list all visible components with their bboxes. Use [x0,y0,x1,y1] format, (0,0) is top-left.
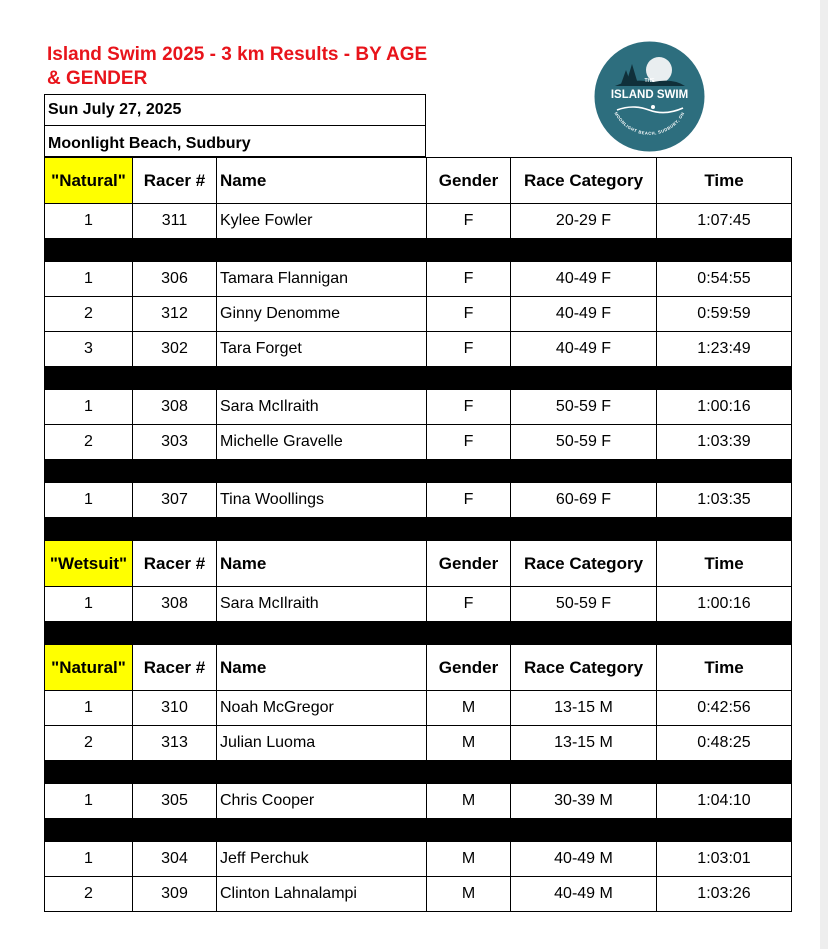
category-cell: 40-49 F [511,262,657,297]
racer-number-cell: 309 [133,877,217,912]
category-cell: 40-49 F [511,297,657,332]
name-cell: Sara McIlraith [217,587,427,622]
place-cell: 2 [45,297,133,332]
header-time: Time [657,158,792,204]
header-racer: Racer # [133,645,217,691]
header-category: Race Category [511,158,657,204]
table-row [45,587,792,622]
table-row [45,483,792,518]
name-cell: Tamara Flannigan [217,262,427,297]
category-cell: 40-49 M [511,877,657,912]
name-cell: Jeff Perchuk [217,842,427,877]
category-cell: 13-15 M [511,691,657,726]
gender-cell: F [427,332,511,367]
gender-cell: M [427,877,511,912]
name-cell: Michelle Gravelle [217,425,427,460]
svg-text:THE: THE [644,78,655,84]
racer-number-cell: 303 [133,425,217,460]
category-cell: 20-29 F [511,204,657,239]
racer-number-cell: 310 [133,691,217,726]
table-row [45,726,792,761]
table-row [45,877,792,912]
place-cell: 2 [45,726,133,761]
category-cell: 50-59 F [511,390,657,425]
place-cell: 1 [45,691,133,726]
header-gender: Gender [427,158,511,204]
time-cell: 1:07:45 [657,204,792,239]
logo-badge-icon [593,40,706,153]
place-cell: 1 [45,204,133,239]
group-separator [45,819,792,842]
place-cell: 2 [45,425,133,460]
header-name: Name [217,158,427,204]
name-cell: Tara Forget [217,332,427,367]
name-cell: Clinton Lahnalampi [217,877,427,912]
svg-text:MOONLIGHT BEACH, SUDBURY, ON: MOONLIGHT BEACH, SUDBURY, ON [613,111,686,136]
section-label: "Natural" [45,158,133,204]
event-date: Sun July 27, 2025 [44,94,426,126]
island-swim-logo [593,40,706,153]
header-racer: Racer # [133,541,217,587]
section-header-row [45,645,792,691]
separator-bar [45,622,792,645]
racer-number-cell: 302 [133,332,217,367]
racer-number-cell: 305 [133,784,217,819]
gender-cell: F [427,204,511,239]
time-cell: 0:42:56 [657,691,792,726]
category-cell: 50-59 F [511,425,657,460]
place-cell: 1 [45,483,133,518]
name-cell: Julian Luoma [217,726,427,761]
gender-cell: M [427,842,511,877]
category-cell: 30-39 M [511,784,657,819]
table-row [45,784,792,819]
group-separator [45,367,792,390]
time-cell: 1:03:39 [657,425,792,460]
gender-cell: F [427,297,511,332]
gender-cell: M [427,726,511,761]
racer-number-cell: 312 [133,297,217,332]
place-cell: 3 [45,332,133,367]
time-cell: 0:48:25 [657,726,792,761]
place-cell: 1 [45,390,133,425]
table-row [45,262,792,297]
category-cell: 40-49 M [511,842,657,877]
name-cell: Tina Woollings [217,483,427,518]
table-row [45,390,792,425]
racer-number-cell: 308 [133,587,217,622]
results-table [44,157,792,912]
name-cell: Ginny Denomme [217,297,427,332]
place-cell: 1 [45,842,133,877]
section-header-row [45,541,792,587]
section-header-row [45,158,792,204]
group-separator [45,761,792,784]
header-gender: Gender [427,645,511,691]
category-cell: 40-49 F [511,332,657,367]
time-cell: 1:04:10 [657,784,792,819]
table-row [45,425,792,460]
place-cell: 2 [45,877,133,912]
table-row [45,332,792,367]
separator-bar [45,367,792,390]
racer-number-cell: 311 [133,204,217,239]
time-cell: 1:00:16 [657,390,792,425]
place-cell: 1 [45,784,133,819]
header-category: Race Category [511,541,657,587]
category-cell: 50-59 F [511,587,657,622]
racer-number-cell: 308 [133,390,217,425]
gender-cell: F [427,390,511,425]
header-time: Time [657,541,792,587]
name-cell: Noah McGregor [217,691,427,726]
section-label: "Natural" [45,645,133,691]
separator-bar [45,518,792,541]
gender-cell: F [427,262,511,297]
racer-number-cell: 306 [133,262,217,297]
gender-cell: F [427,587,511,622]
header-racer: Racer # [133,158,217,204]
time-cell: 1:03:01 [657,842,792,877]
racer-number-cell: 304 [133,842,217,877]
separator-bar [45,819,792,842]
table-row [45,204,792,239]
header-name: Name [217,541,427,587]
time-cell: 1:23:49 [657,332,792,367]
racer-number-cell: 313 [133,726,217,761]
group-separator [45,460,792,483]
header-name: Name [217,645,427,691]
time-cell: 1:03:35 [657,483,792,518]
header-gender: Gender [427,541,511,587]
table-row [45,691,792,726]
name-cell: Kylee Fowler [217,204,427,239]
svg-text:ISLAND SWIM: ISLAND SWIM [610,89,689,101]
racer-number-cell: 307 [133,483,217,518]
separator-bar [45,761,792,784]
category-cell: 60-69 F [511,483,657,518]
header-time: Time [657,645,792,691]
gender-cell: M [427,691,511,726]
group-separator [45,239,792,262]
separator-bar [45,460,792,483]
place-cell: 1 [45,262,133,297]
header-category: Race Category [511,645,657,691]
group-separator [45,622,792,645]
table-row [45,842,792,877]
place-cell: 1 [45,587,133,622]
section-label: "Wetsuit" [45,541,133,587]
gender-cell: F [427,483,511,518]
group-separator [45,518,792,541]
time-cell: 1:03:26 [657,877,792,912]
time-cell: 0:54:55 [657,262,792,297]
event-location: Moonlight Beach, Sudbury [44,125,426,157]
name-cell: Chris Cooper [217,784,427,819]
gender-cell: F [427,425,511,460]
separator-bar [45,239,792,262]
gender-cell: M [427,784,511,819]
time-cell: 1:00:16 [657,587,792,622]
page-title: Island Swim 2025 - 3 km Results - BY AGE & GENDER [47,44,428,89]
time-cell: 0:59:59 [657,297,792,332]
name-cell: Sara McIlraith [217,390,427,425]
category-cell: 13-15 M [511,726,657,761]
table-row [45,297,792,332]
